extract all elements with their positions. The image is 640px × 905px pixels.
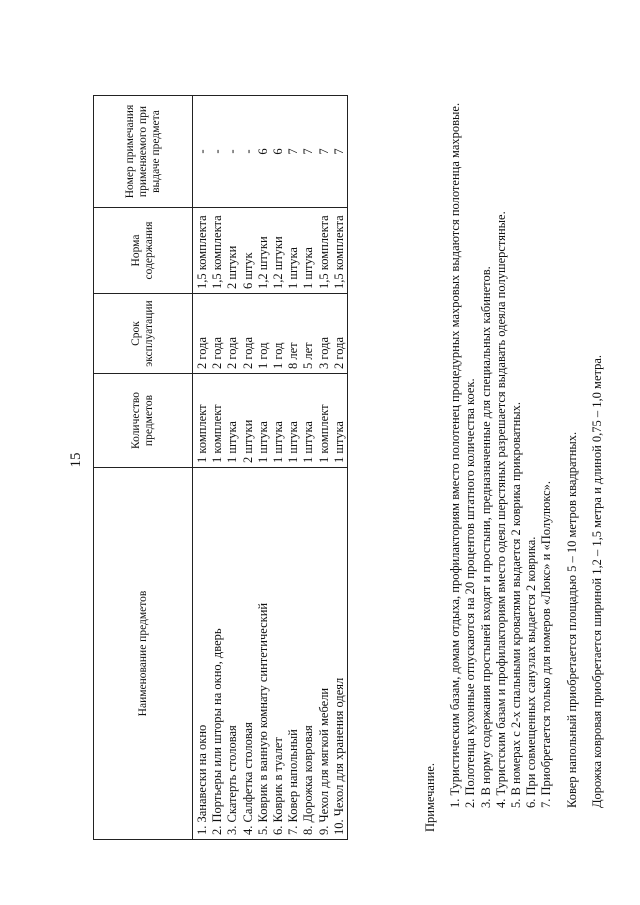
table-row [225, 96, 240, 840]
cell-note-number: 7 [332, 96, 348, 208]
table-row [301, 96, 316, 840]
header-item-name: Наименование предметов [94, 468, 193, 840]
cell-service-life: 1 год [256, 294, 271, 374]
cell-service-life: 3 года [317, 294, 332, 374]
cell-service-life: 5 лет [301, 294, 316, 374]
header-note-number: Номер примечания применяемого при выдаче предмета [94, 96, 193, 208]
cell-quantity: 1 штука [301, 374, 316, 468]
cell-norm: 1,5 комплекта [193, 208, 211, 294]
note-item: 6. При совмещенных санузлах выдается 2 коврика. [524, 536, 539, 808]
table-header-row [94, 96, 193, 840]
table-row [286, 96, 301, 840]
table-row [210, 96, 225, 840]
items-table-wrapper [93, 95, 348, 840]
cell-quantity: 2 штуки [241, 374, 256, 468]
page-number: 15 [68, 452, 84, 468]
cell-note-number: 6 [256, 96, 271, 208]
cell-item-name: 1. Занавески на окно [193, 468, 211, 840]
cell-norm: 1 штука [301, 208, 316, 294]
rotated-page [28, 40, 603, 880]
table-row [271, 96, 286, 840]
table-body [193, 96, 348, 840]
cell-item-name: 9. Чехол для мягкой мебели [317, 468, 332, 840]
cell-norm: 1,5 комплекта [317, 208, 332, 294]
header-service-life: Срок эксплуатации [94, 294, 193, 374]
cell-quantity: 1 штука [256, 374, 271, 468]
cell-item-name: 2. Портьеры или шторы на окно, дверь [210, 468, 225, 840]
cell-quantity: 1 комплект [317, 374, 332, 468]
note-item: 5. В номерах с 2-х спальными кроватями выдается 2 коврика прикроватных. [509, 401, 524, 808]
note-item: 7. Приобретается только для номеров «Люкс» и «Полулюкс». [539, 480, 554, 808]
cell-service-life: 2 года [210, 294, 225, 374]
note-extra: Дорожка ковровая приобретается шириной 1,2 – 1,5 метра и длиной 0,75 – 1,0 метра. [589, 354, 604, 808]
cell-note-number: - [225, 96, 240, 208]
cell-note-number: 7 [286, 96, 301, 208]
cell-norm: 1,5 комплекта [210, 208, 225, 294]
cell-norm: 1,2 штуки [256, 208, 271, 294]
header-quantity: Количество предметов [94, 374, 193, 468]
note-item: 3. В норму содержания простыней входят и простыни, предназначенные для специальных кабинетов. [478, 266, 493, 808]
cell-item-name: 8. Дорожка ковровая [301, 468, 316, 840]
cell-note-number: 7 [301, 96, 316, 208]
cell-note-number: - [241, 96, 256, 208]
header-norm: Норма содержания [94, 208, 193, 294]
notes-title: Примечание. [423, 762, 437, 832]
cell-item-name: 4. Салфетка столовая [241, 468, 256, 840]
cell-norm: 6 штук [241, 208, 256, 294]
note-extra: Ковер напольный приобретается площадью 5 – 10 метров квадратных. [564, 431, 579, 808]
cell-item-name: 10. Чехол для хранения одеял [332, 468, 348, 840]
cell-item-name: 3. Скатерть столовая [225, 468, 240, 840]
note-item: 4. Туристским базам и профилакториям вместо одеял шерстяных разрешается выдавать одеяла полушерстяные. [493, 211, 508, 808]
table-row [193, 96, 211, 840]
table-row [256, 96, 271, 840]
cell-quantity: 1 штука [286, 374, 301, 468]
cell-service-life: 2 года [225, 294, 240, 374]
cell-quantity: 1 штука [332, 374, 348, 468]
cell-note-number: 7 [317, 96, 332, 208]
cell-service-life: 2 года [241, 294, 256, 374]
table-row [241, 96, 256, 840]
cell-service-life: 1 год [271, 294, 286, 374]
cell-norm: 2 штуки [225, 208, 240, 294]
table-row [317, 96, 332, 840]
cell-quantity: 1 комплект [210, 374, 225, 468]
note-item: 1. Туристическим базам, домам отдыха, профилакториям вместо полотенец процедурных махровых выдаются полотенца махровые. [448, 102, 463, 808]
cell-quantity: 1 штука [271, 374, 286, 468]
cell-note-number: - [210, 96, 225, 208]
cell-note-number: - [193, 96, 211, 208]
cell-quantity: 1 комплект [193, 374, 211, 468]
cell-item-name: 7. Ковер напольный [286, 468, 301, 840]
note-item: 2. Полотенца кухонные отпускаются на 20 процентов штатного количества коек. [463, 378, 478, 808]
items-table [93, 95, 348, 840]
notes-section [423, 92, 605, 832]
cell-note-number: 6 [271, 96, 286, 208]
cell-item-name: 6. Коврик в туалет [271, 468, 286, 840]
table-row [332, 96, 348, 840]
cell-norm: 1,5 комплекта [332, 208, 348, 294]
cell-service-life: 2 года [332, 294, 348, 374]
cell-norm: 1 штука [286, 208, 301, 294]
cell-item-name: 5. Коврик в ванную комнату синтетический [256, 468, 271, 840]
cell-service-life: 8 лет [286, 294, 301, 374]
cell-service-life: 2 года [193, 294, 211, 374]
cell-quantity: 1 штука [225, 374, 240, 468]
cell-norm: 1,2 штуки [271, 208, 286, 294]
